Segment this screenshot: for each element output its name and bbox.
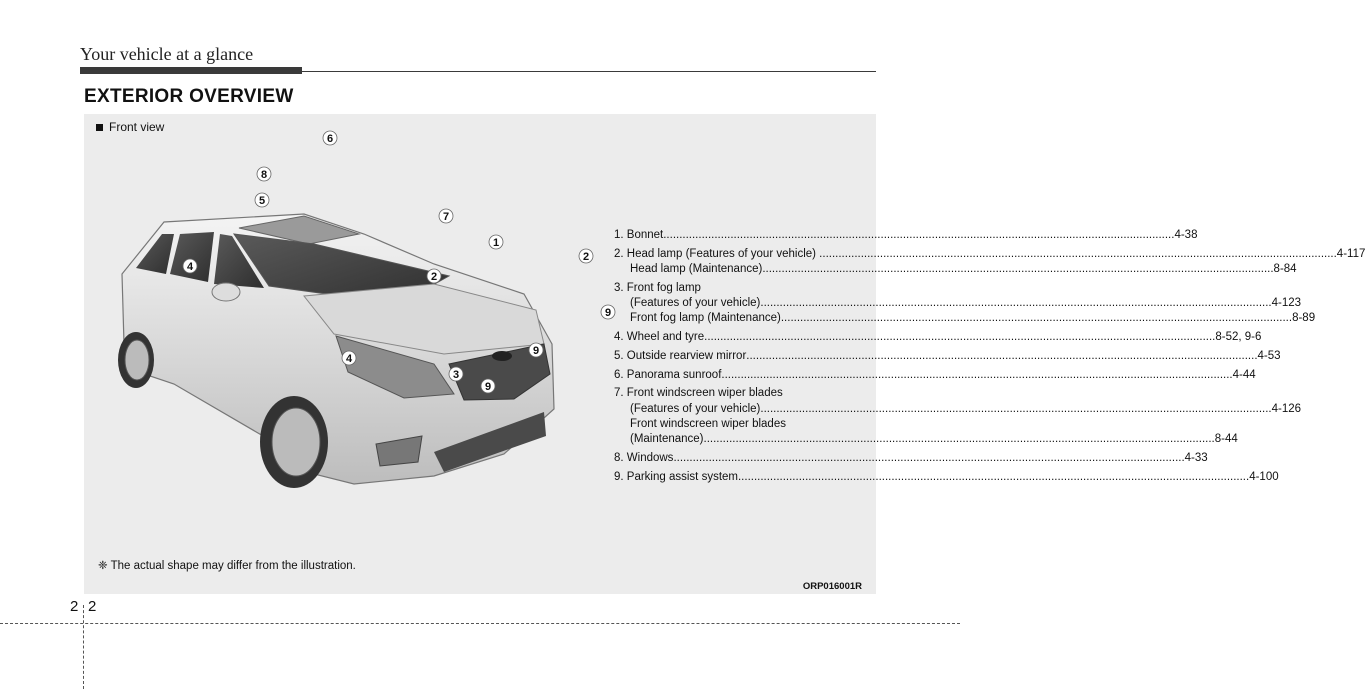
- part-label: 4. Wheel and tyre: [614, 331, 705, 343]
- leader-dots: [738, 470, 1249, 485]
- part-page-ref[interactable]: 4-33: [1184, 451, 1208, 464]
- part-line: [614, 228, 1198, 243]
- leader-dots: [673, 451, 1184, 466]
- part-label: 6. Panorama sunroof: [614, 368, 722, 381]
- leader-dots: [760, 402, 1271, 417]
- part-line: [614, 386, 874, 401]
- callout-number: 8: [260, 169, 268, 181]
- footer-divider: [83, 605, 84, 689]
- callout-number: 2: [430, 271, 438, 283]
- leader-dots: [704, 432, 1215, 447]
- part-line: [614, 451, 1208, 466]
- callout-number: 4: [345, 353, 353, 365]
- part-item: [614, 386, 1302, 447]
- part-page-ref[interactable]: 4-53: [1257, 349, 1281, 362]
- part-item: [614, 281, 1316, 327]
- part-item: [614, 368, 1256, 383]
- part-line: [614, 296, 1302, 311]
- part-label: Front windscreen wiper blades: [630, 417, 786, 430]
- callout-number: 3: [452, 369, 460, 381]
- part-page-ref[interactable]: 4-44: [1232, 368, 1256, 381]
- callout-number: 9: [532, 345, 540, 357]
- callout-number: 7: [442, 211, 450, 223]
- header-rule: [302, 71, 876, 72]
- part-label: 1. Bonnet: [614, 229, 664, 241]
- part-line: [614, 402, 1302, 417]
- callout-number: 9: [484, 381, 492, 393]
- part-label: 2. Head lamp (Features of your vehicle) ..: [614, 247, 826, 260]
- section-title: EXTERIOR OVERVIEW: [84, 86, 294, 107]
- callout-number: 9: [604, 307, 612, 319]
- part-line: [614, 417, 874, 432]
- part-label: Front fog lamp (Maintenance): [630, 312, 781, 325]
- part-label: 9. Parking assist system: [614, 470, 738, 483]
- part-line: [614, 247, 1365, 262]
- part-label: (Features of your vehicle): [630, 297, 761, 309]
- part-item: [614, 349, 1281, 364]
- part-label: Head lamp (Maintenance): [630, 263, 763, 275]
- part-page-ref[interactable]: 4-126: [1271, 402, 1302, 415]
- part-label: 3. Front fog lamp: [614, 281, 701, 294]
- callout-number: 4: [186, 261, 194, 273]
- leader-dots: [762, 262, 1273, 277]
- part-page-ref[interactable]: 4-38: [1174, 229, 1198, 241]
- part-item: [614, 247, 1365, 277]
- illustration-note: ❈ The actual shape may differ from the illustration.: [98, 560, 356, 572]
- part-label: 5. Outside rearview mirror: [614, 349, 747, 362]
- badge: [492, 351, 512, 361]
- part-line: [614, 349, 1281, 364]
- part-line: [614, 262, 1297, 277]
- header-title: Your vehicle at a glance: [80, 44, 254, 64]
- part-label: 8. Windows: [614, 451, 674, 464]
- part-line: [614, 368, 1256, 383]
- view-label: [96, 120, 164, 134]
- callout-number: 1: [492, 237, 500, 249]
- part-page-ref[interactable]: 4-123: [1271, 297, 1302, 309]
- part-page-ref[interactable]: 4-117: [1336, 247, 1365, 260]
- callout-number: 5: [258, 195, 266, 207]
- square-bullet-icon: [96, 124, 103, 131]
- parts-list: [614, 228, 1365, 488]
- part-item: [614, 470, 1279, 485]
- footer-rule: [0, 623, 960, 624]
- part-label: 7. Front windscreen wiper blades: [614, 387, 783, 400]
- callout-number: 6: [326, 133, 334, 145]
- leader-dots: [746, 349, 1257, 364]
- part-line: [614, 311, 1316, 326]
- part-label: (Features of your vehicle): [630, 402, 761, 415]
- car-illustration: [104, 133, 612, 504]
- part-line: [614, 281, 874, 296]
- part-label: (Maintenance): [630, 433, 704, 445]
- figure-panel: [84, 114, 1365, 594]
- leader-dots: [760, 296, 1271, 311]
- leader-dots: [704, 330, 1215, 345]
- part-line: [614, 432, 1238, 447]
- part-page-ref[interactable]: 8-52, 9-6: [1215, 331, 1262, 343]
- page-number: 2: [88, 598, 97, 615]
- part-line: [614, 330, 1262, 345]
- figure-code: ORP016001R: [802, 581, 862, 592]
- page-chapter: 2: [70, 598, 79, 615]
- part-page-ref[interactable]: 8-44: [1214, 433, 1238, 445]
- part-page-ref[interactable]: 8-84: [1273, 263, 1297, 275]
- leader-dots: [826, 247, 1337, 262]
- leader-dots: [663, 228, 1174, 243]
- part-page-ref[interactable]: 8-89: [1292, 312, 1316, 325]
- part-line: [614, 470, 1279, 485]
- leader-dots: [781, 311, 1292, 326]
- part-page-ref[interactable]: 4-100: [1249, 470, 1279, 483]
- callout-number: 2: [582, 251, 590, 263]
- part-item: [614, 330, 1262, 345]
- part-item: [614, 228, 1198, 243]
- part-item: [614, 451, 1208, 466]
- side-mirror: [212, 283, 240, 301]
- view-label-text: Front view: [109, 120, 165, 134]
- leader-dots: [721, 368, 1232, 383]
- header-bar: [80, 67, 302, 74]
